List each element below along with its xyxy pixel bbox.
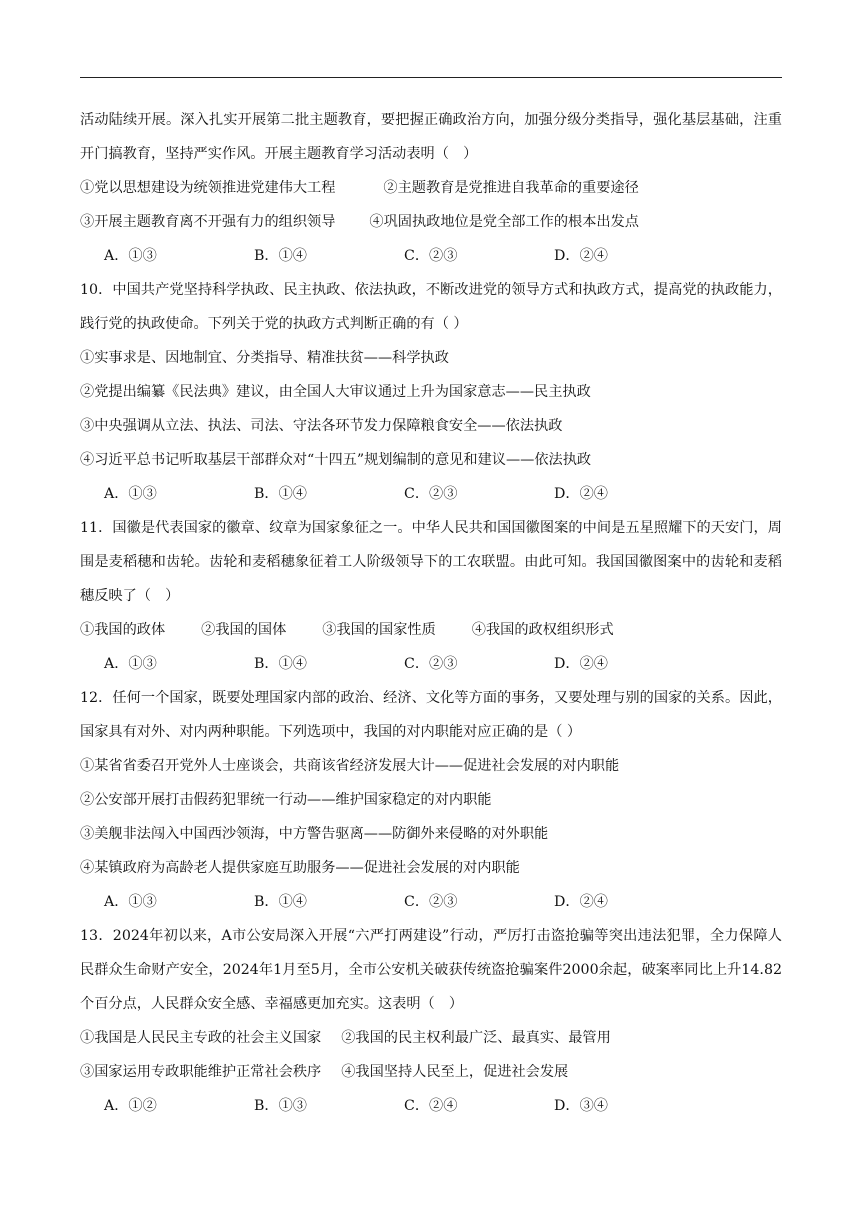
option-1: ①实事求是、因地制宜、分类指导、精准扶贫——科学执政 xyxy=(80,350,449,366)
document-body xyxy=(80,103,782,1123)
choice-b[interactable]: B．①③ xyxy=(254,1098,307,1114)
choice-c[interactable]: C．②④ xyxy=(404,1098,458,1114)
option-3: ③国家运用专政职能维护正常社会秩序 xyxy=(80,1064,322,1080)
answer-choices xyxy=(80,239,782,273)
option-1: ①某省省委召开党外人士座谈会，共商该省经济发展大计——促进社会发展的对内职能 xyxy=(80,758,620,774)
option-3: ③美舰非法闯入中国西沙领海，中方警告驱离——防御外来侵略的对外职能 xyxy=(80,826,549,842)
option-4: ④我国坚持人民至上，促进社会发展 xyxy=(341,1064,569,1080)
option-1: ①我国的政体 xyxy=(80,622,166,638)
option-2: ②我国的国体 xyxy=(201,622,287,638)
choice-c[interactable]: C．②③ xyxy=(404,248,458,264)
choice-d[interactable]: D．②④ xyxy=(554,486,608,502)
option-4: ④习近平总书记听取基层干部群众对“十四五”规划编制的意见和建议——依法执政 xyxy=(80,452,592,468)
choice-d[interactable]: D．③④ xyxy=(554,1098,608,1114)
option-row xyxy=(80,171,782,205)
option-3: ③开展主题教育离不开强有力的组织领导 xyxy=(80,214,336,230)
choice-b[interactable]: B．①④ xyxy=(254,894,307,910)
option-3: ③中央强调从立法、执法、司法、守法各环节发力保障粮食安全——依法执政 xyxy=(80,418,563,434)
answer-choices xyxy=(80,647,782,681)
choice-d[interactable]: D．②④ xyxy=(554,656,608,672)
choice-a[interactable]: A．①③ xyxy=(104,248,157,264)
option-row xyxy=(80,1021,782,1055)
choice-d[interactable]: D．②④ xyxy=(554,894,608,910)
option-2: ②公安部开展打击假药犯罪统一行动——维护国家稳定的对内职能 xyxy=(80,792,492,808)
choice-c[interactable]: C．②③ xyxy=(404,656,458,672)
option-1: ①我国是人民民主专政的社会主义国家 xyxy=(80,1030,322,1046)
option-4: ④某镇政府为高龄老人提供家庭互助服务——促进社会发展的对内职能 xyxy=(80,860,520,876)
option-row xyxy=(80,1055,782,1089)
option-3: ③我国的国家性质 xyxy=(322,622,436,638)
question-12-stem: 12．任何一个国家，既要处理国家内部的政治、经济、文化等方面的事务，又要处理与别的国家的关系。因此，国家具有对外、对内两种职能。下列选项中，我国的对内职能对应正确的是（ ） xyxy=(80,690,782,740)
option-2: ②党提出编纂《民法典》建议，由全国人大审议通过上升为国家意志——民主执政 xyxy=(80,384,591,400)
question-10-stem: 10．中国共产党坚持科学执政、民主执政、依法执政，不断改进党的领导方式和执政方式，提高党的执政能力，践行党的执政使命。下列关于党的执政方式判断正确的有（ ） xyxy=(80,282,782,332)
option-2: ②我国的民主权利最广泛、最真实、最管用 xyxy=(341,1030,611,1046)
option-4: ④巩固执政地位是党全部工作的根本出发点 xyxy=(369,214,639,230)
option-row xyxy=(80,613,782,647)
question-11-stem: 11．国徽是代表国家的徽章、纹章为国家象征之一。中华人民共和国国徽图案的中间是五星照耀下的天安门，周围是麦稻穗和齿轮。齿轮和麦稻穗象征着工人阶级领导下的工农联盟。由此可知。我国国徽图案中的齿轮和麦稻穗反映了（ ） xyxy=(80,520,782,604)
question-stem: 活动陆续开展。深入扎实开展第二批主题教育，要把握正确政治方向，加强分级分类指导，强化基层基础，注重开门搞教育，坚持严实作风。开展主题教育学习活动表明（ ） xyxy=(80,112,782,162)
choice-c[interactable]: C．②③ xyxy=(404,486,458,502)
option-row xyxy=(80,205,782,239)
choice-a[interactable]: A．①③ xyxy=(104,486,157,502)
option-2: ②主题教育是党推进自我革命的重要途径 xyxy=(383,180,639,196)
answer-choices xyxy=(80,477,782,511)
answer-choices xyxy=(80,1089,782,1123)
header-rule xyxy=(80,77,782,78)
choice-a[interactable]: A．①② xyxy=(104,1098,157,1114)
choice-d[interactable]: D．②④ xyxy=(554,248,608,264)
choice-b[interactable]: B．①④ xyxy=(254,656,307,672)
choice-c[interactable]: C．②③ xyxy=(404,894,458,910)
choice-a[interactable]: A．①③ xyxy=(104,656,157,672)
option-1: ①党以思想建设为统领推进党建伟大工程 xyxy=(80,180,336,196)
option-4: ④我国的政权组织形式 xyxy=(471,622,614,638)
answer-choices xyxy=(80,885,782,919)
choice-a[interactable]: A．①③ xyxy=(104,894,157,910)
question-13-stem: 13．2024年初以来，A市公安局深入开展“六严打两建设”行动，严厉打击盗抢骗等突出违法犯罪，全力保障人民群众生命财产安全，2024年1月至5月，全市公安机关破获传统盗抢骗案件2000余起，破案率同比上升14.82个百分点，人民群众安全感、幸福感更加充实。这表明（ ） xyxy=(80,928,782,1012)
choice-b[interactable]: B．①④ xyxy=(254,486,307,502)
choice-b[interactable]: B．①④ xyxy=(254,248,307,264)
